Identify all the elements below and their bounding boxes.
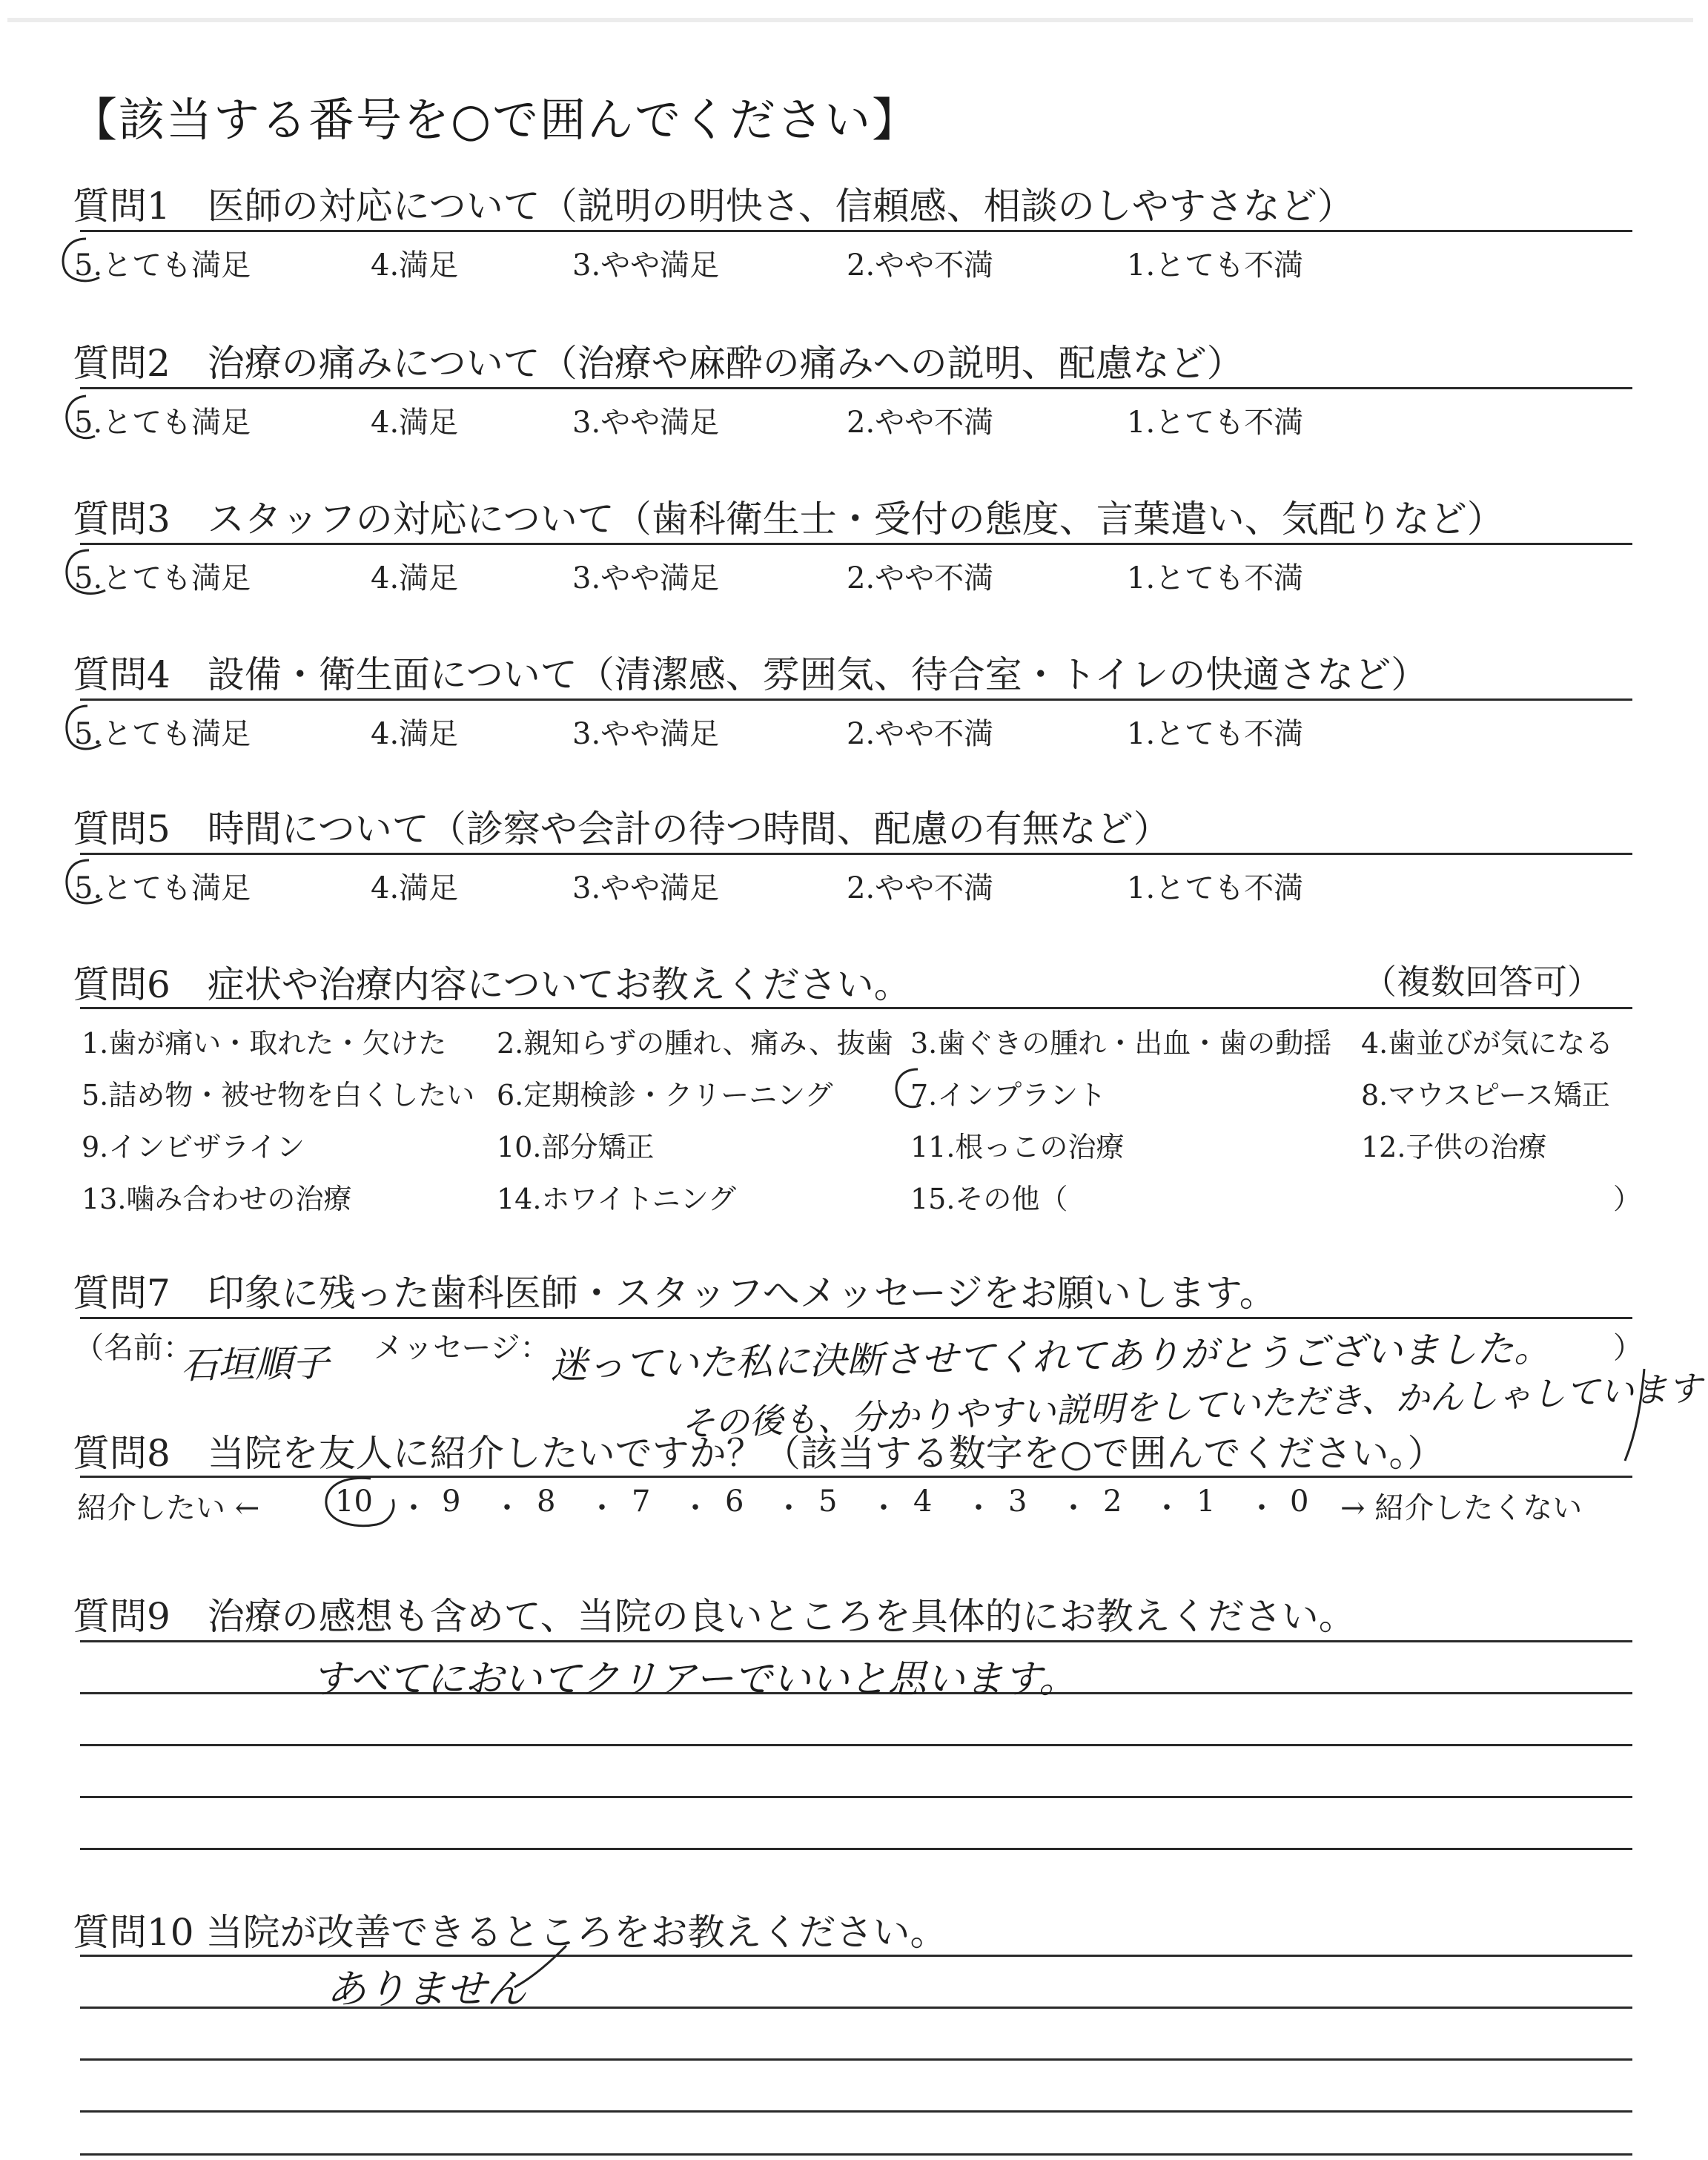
q8-selected-circle — [319, 1473, 400, 1535]
q2-option-4[interactable]: 4.満足 — [371, 406, 459, 440]
q8-sep: ・ — [1152, 1491, 1182, 1525]
q7-name-label: （名前： — [74, 1331, 193, 1365]
q7-message-line-2[interactable]: その後も、分かりやすい説明をしていただき、かんしゃしています — [680, 1367, 1703, 1444]
q8-sep: ・ — [681, 1491, 710, 1525]
q8-scale-2[interactable]: 2 — [1103, 1484, 1122, 1519]
q3-selected-circle — [59, 546, 119, 602]
q1-option-4[interactable]: 4.満足 — [371, 248, 459, 283]
question-2-rule — [80, 387, 1632, 389]
q1-option-3[interactable]: 3.やや満足 — [572, 248, 720, 283]
q2-option-2[interactable]: 2.やや不満 — [847, 406, 994, 440]
q8-sep: ・ — [399, 1491, 428, 1525]
q10-line-2 — [80, 2007, 1632, 2009]
q10-line-5 — [80, 2153, 1632, 2156]
q8-scale-1[interactable]: 1 — [1196, 1484, 1216, 1519]
q8-scale-10[interactable]: 10 — [335, 1484, 373, 1519]
q5-selected-circle — [59, 856, 119, 912]
q9-line-5 — [80, 1848, 1632, 1850]
q6-item-1[interactable]: 1.歯が痛い・取れた・欠けた — [82, 1027, 447, 1060]
q6-item-10[interactable]: 10.部分矯正 — [497, 1131, 655, 1163]
q3-option-3[interactable]: 3.やや満足 — [572, 561, 720, 595]
q7-name-value[interactable]: 石垣順子 — [180, 1341, 330, 1387]
question-8-rule — [80, 1476, 1632, 1478]
q6-item-12[interactable]: 12.子供の治療 — [1361, 1131, 1547, 1163]
q8-scale-0[interactable]: 0 — [1290, 1484, 1309, 1519]
q8-left-label: 紹介したい ← — [77, 1491, 260, 1525]
question-1-title: 質問1 医師の対応について（説明の明快さ、信頼感、相談のしやすさなど） — [73, 185, 1354, 228]
q3-option-1[interactable]: 1.とても不満 — [1127, 561, 1304, 595]
question-6-rule — [80, 1007, 1632, 1009]
question-7-rule — [80, 1317, 1632, 1319]
q9-line-1 — [80, 1640, 1632, 1642]
q7-message-line-1[interactable]: 迷っていた私に決断させてくれてありがとうございました。 — [549, 1327, 1552, 1387]
question-4-title: 質問4 設備・衛生面について（清潔感、雰囲気、待合室・トイレの快適さなど） — [73, 653, 1429, 696]
q10-line-3 — [80, 2058, 1632, 2061]
q6-item-11[interactable]: 11.根っこの治療 — [910, 1131, 1125, 1163]
question-6-note: （複数回答可） — [1363, 962, 1601, 1002]
q8-scale-9[interactable]: 9 — [442, 1484, 461, 1519]
question-8-title: 質問8 当院を友人に紹介したいですか？（該当する数字を○で囲んでください。） — [73, 1432, 1445, 1475]
q1-option-5[interactable]: 5.とても満足 — [74, 248, 251, 283]
q9-line-4 — [80, 1796, 1632, 1798]
q8-scale-7[interactable]: 7 — [632, 1484, 651, 1519]
q8-sep: ・ — [869, 1491, 898, 1525]
q3-option-5[interactable]: 5.とても満足 — [74, 561, 251, 595]
q8-sep: ・ — [587, 1491, 617, 1525]
q6-item-5[interactable]: 5.詰め物・被せ物を白くしたい — [82, 1079, 475, 1112]
question-5-title: 質問5 時間について（診察や会計の待つ時間、配慮の有無など） — [73, 807, 1171, 851]
q2-option-1[interactable]: 1.とても不満 — [1127, 406, 1304, 440]
question-1-rule — [80, 230, 1632, 232]
q8-sep: ・ — [1059, 1491, 1088, 1525]
q5-option-1[interactable]: 1.とても不満 — [1127, 871, 1304, 905]
q3-option-4[interactable]: 4.満足 — [371, 561, 459, 595]
q6-item-14[interactable]: 14.ホワイトニング — [497, 1183, 737, 1215]
q4-option-5[interactable]: 5.とても満足 — [74, 717, 251, 751]
question-7-title: 質問7 印象に残った歯科医師・スタッフへメッセージをお願いします。 — [73, 1272, 1277, 1315]
q4-selected-circle — [59, 701, 119, 758]
q6-item-9[interactable]: 9.インビザライン — [82, 1131, 305, 1163]
q5-option-4[interactable]: 4.満足 — [371, 871, 459, 905]
question-2-title: 質問2 治療の痛みについて（治療や麻酔の痛みへの説明、配慮など） — [73, 342, 1244, 385]
q5-option-2[interactable]: 2.やや不満 — [847, 871, 994, 905]
q7-pen-stroke — [1621, 1364, 1650, 1468]
q8-right-label: → 紹介したくない — [1340, 1491, 1583, 1525]
q10-line-4 — [80, 2110, 1632, 2113]
q10-pen-stroke — [512, 1941, 571, 1993]
question-3-title: 質問3 スタッフの対応について（歯科衛生士・受付の態度、言葉遣い、気配りなど） — [73, 498, 1504, 541]
q2-selected-circle — [59, 392, 119, 445]
q6-item-2[interactable]: 2.親知らずの腫れ、痛み、抜歯 — [497, 1027, 893, 1060]
q8-scale-8[interactable]: 8 — [537, 1484, 556, 1519]
q5-option-5[interactable]: 5.とても満足 — [74, 871, 251, 905]
q1-option-2[interactable]: 2.やや不満 — [847, 248, 994, 283]
q8-scale-6[interactable]: 6 — [725, 1484, 744, 1519]
q6-item-13[interactable]: 13.噛み合わせの治療 — [82, 1183, 352, 1215]
q6-item-6[interactable]: 6.定期検診・クリーニング — [497, 1079, 833, 1112]
question-6-title: 質問6 症状や治療内容についてお教えください。 — [73, 963, 911, 1006]
question-4-rule — [80, 698, 1632, 701]
q6-selected-circle — [890, 1065, 941, 1114]
q4-option-2[interactable]: 2.やや不満 — [847, 717, 994, 751]
q3-option-2[interactable]: 2.やや不満 — [847, 561, 994, 595]
q2-option-3[interactable]: 3.やや満足 — [572, 406, 720, 440]
q8-scale-3[interactable]: 3 — [1008, 1484, 1027, 1519]
q8-scale-4[interactable]: 4 — [913, 1484, 933, 1519]
q7-close-paren: ） — [1613, 1331, 1643, 1365]
q8-sep: ・ — [1247, 1491, 1277, 1525]
q4-option-4[interactable]: 4.満足 — [371, 717, 459, 751]
q9-line-3 — [80, 1744, 1632, 1746]
q8-sep: ・ — [774, 1491, 804, 1525]
q6-item-8[interactable]: 8.マウスピース矯正 — [1361, 1079, 1610, 1112]
q5-option-3[interactable]: 3.やや満足 — [572, 871, 720, 905]
q4-option-3[interactable]: 3.やや満足 — [572, 717, 720, 751]
page-header: 【該当する番号を○で囲んでください】 — [71, 93, 920, 147]
question-5-rule — [80, 853, 1632, 855]
q9-answer[interactable]: すべてにおいてクリアーでいいと思います。 — [311, 1657, 1078, 1702]
q10-answer[interactable]: ありません — [326, 1966, 526, 2012]
q6-item-3[interactable]: 3.歯ぐきの腫れ・出血・歯の動揺 — [910, 1027, 1332, 1060]
q1-selected-circle — [56, 234, 116, 288]
q6-item-7[interactable]: 7.インプラント — [910, 1079, 1107, 1112]
q6-item-4[interactable]: 4.歯並びが気になる — [1361, 1027, 1614, 1060]
q8-sep: ・ — [492, 1491, 522, 1525]
question-9-title: 質問9 治療の感想も含めて、当院の良いところを具体的にお教えください。 — [73, 1595, 1356, 1638]
question-3-rule — [80, 543, 1632, 545]
q8-sep: ・ — [964, 1491, 993, 1525]
q1-option-1[interactable]: 1.とても不満 — [1127, 248, 1304, 283]
q2-option-5[interactable]: 5.とても満足 — [74, 406, 251, 440]
q10-line-1 — [80, 1955, 1632, 1957]
q6-item-15[interactable]: 15.その他（ — [910, 1183, 1068, 1215]
question-10-title: 質問10 当院が改善できるところをお教えください。 — [73, 1911, 947, 1954]
q7-message-label: メッセージ： — [374, 1331, 550, 1365]
q4-option-1[interactable]: 1.とても不満 — [1127, 717, 1304, 751]
scan-edge — [7, 18, 1693, 22]
q6-item-15-close: ） — [1613, 1183, 1642, 1215]
q8-scale-5[interactable]: 5 — [818, 1484, 838, 1519]
